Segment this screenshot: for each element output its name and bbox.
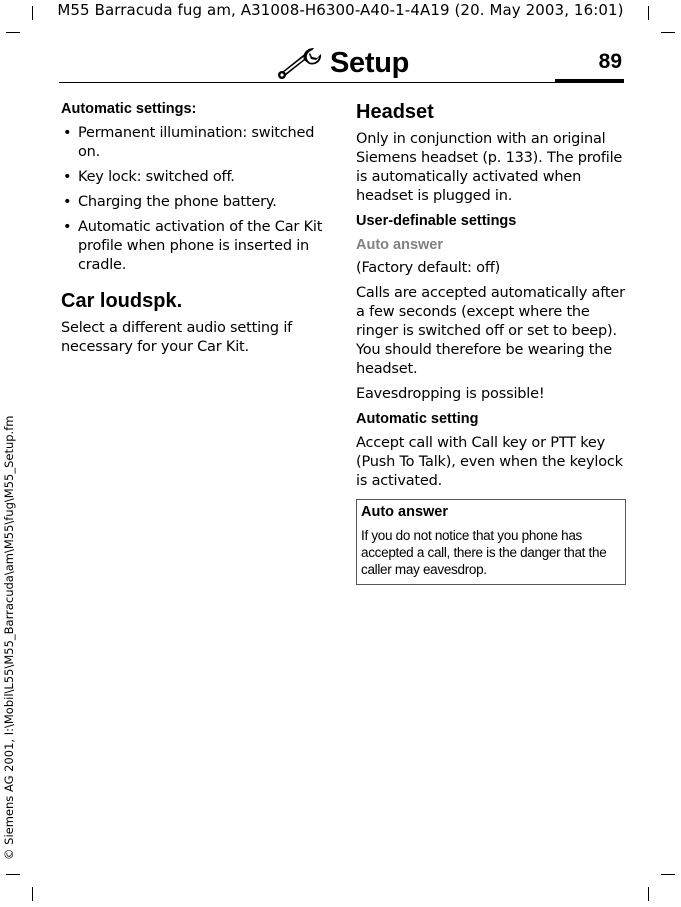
- right-column: [356, 100, 628, 585]
- wrench-icon: [276, 46, 326, 80]
- headset-heading: Headset: [356, 101, 434, 123]
- file-info-header: M55 Barracuda fug am, A31008-H6300-A40-1-4A19 (20. May 2003, 16:01): [57, 1, 624, 19]
- list-item: • Permanent illumination: switched on.: [61, 124, 333, 162]
- note-title: Auto answer: [361, 504, 449, 520]
- page-number: 89: [598, 50, 622, 73]
- crop-mark: [6, 32, 20, 33]
- crop-mark: [661, 874, 675, 875]
- eavesdrop-text: Eavesdropping is possible!: [356, 386, 545, 402]
- list-item: • Charging the phone battery.: [61, 193, 333, 212]
- automatic-setting-text: Accept call with Call key or PTT key (Push To Talk), even when the keylock is activated.: [356, 435, 623, 489]
- page-title-block: [276, 44, 409, 82]
- list-item: • Key lock: switched off.: [61, 168, 333, 187]
- note-text: If you do not notice that you phone has accepted a call, there is the danger that the caller may eavesdrop.: [361, 528, 607, 577]
- factory-default-text: (Factory default: off): [356, 260, 501, 276]
- auto-answer-text: Calls are accepted automatically after a few seconds (except where the ringer is switched off or set to beep). You should therefore be wearing the headset.: [356, 285, 625, 377]
- crop-mark: [648, 887, 649, 901]
- note-box: [356, 499, 626, 585]
- headset-text: Only in conjunction with an original Siemens headset (p. 133). The profile is automatically activated when headset is plugged in.: [356, 131, 623, 204]
- crop-mark: [6, 874, 20, 875]
- car-loudspk-text: Select a different audio setting if necessary for your Car Kit.: [61, 320, 293, 355]
- user-definable-heading: User-definable settings: [356, 213, 517, 229]
- page-title: Setup: [330, 46, 410, 79]
- crop-mark: [661, 32, 675, 33]
- page-number-rule: [555, 79, 624, 83]
- automatic-settings-heading: Automatic settings:: [61, 101, 197, 117]
- left-column: [61, 100, 333, 363]
- list-item: • Automatic activation of the Car Kit profile when phone is inserted in cradle.: [61, 218, 333, 275]
- automatic-setting-heading: Automatic setting: [356, 411, 479, 427]
- automatic-settings-list: [61, 124, 333, 275]
- crop-mark: [32, 887, 33, 901]
- copyright-path: © Siemens AG 2001, I:\Mobil\L55\M55_Barracuda\am\M55\fug\M55_Setup.fm: [2, 415, 16, 860]
- auto-answer-heading: Auto answer: [356, 237, 444, 253]
- car-loudspk-heading: Car loudspk.: [61, 290, 183, 312]
- header-rule: [59, 82, 624, 83]
